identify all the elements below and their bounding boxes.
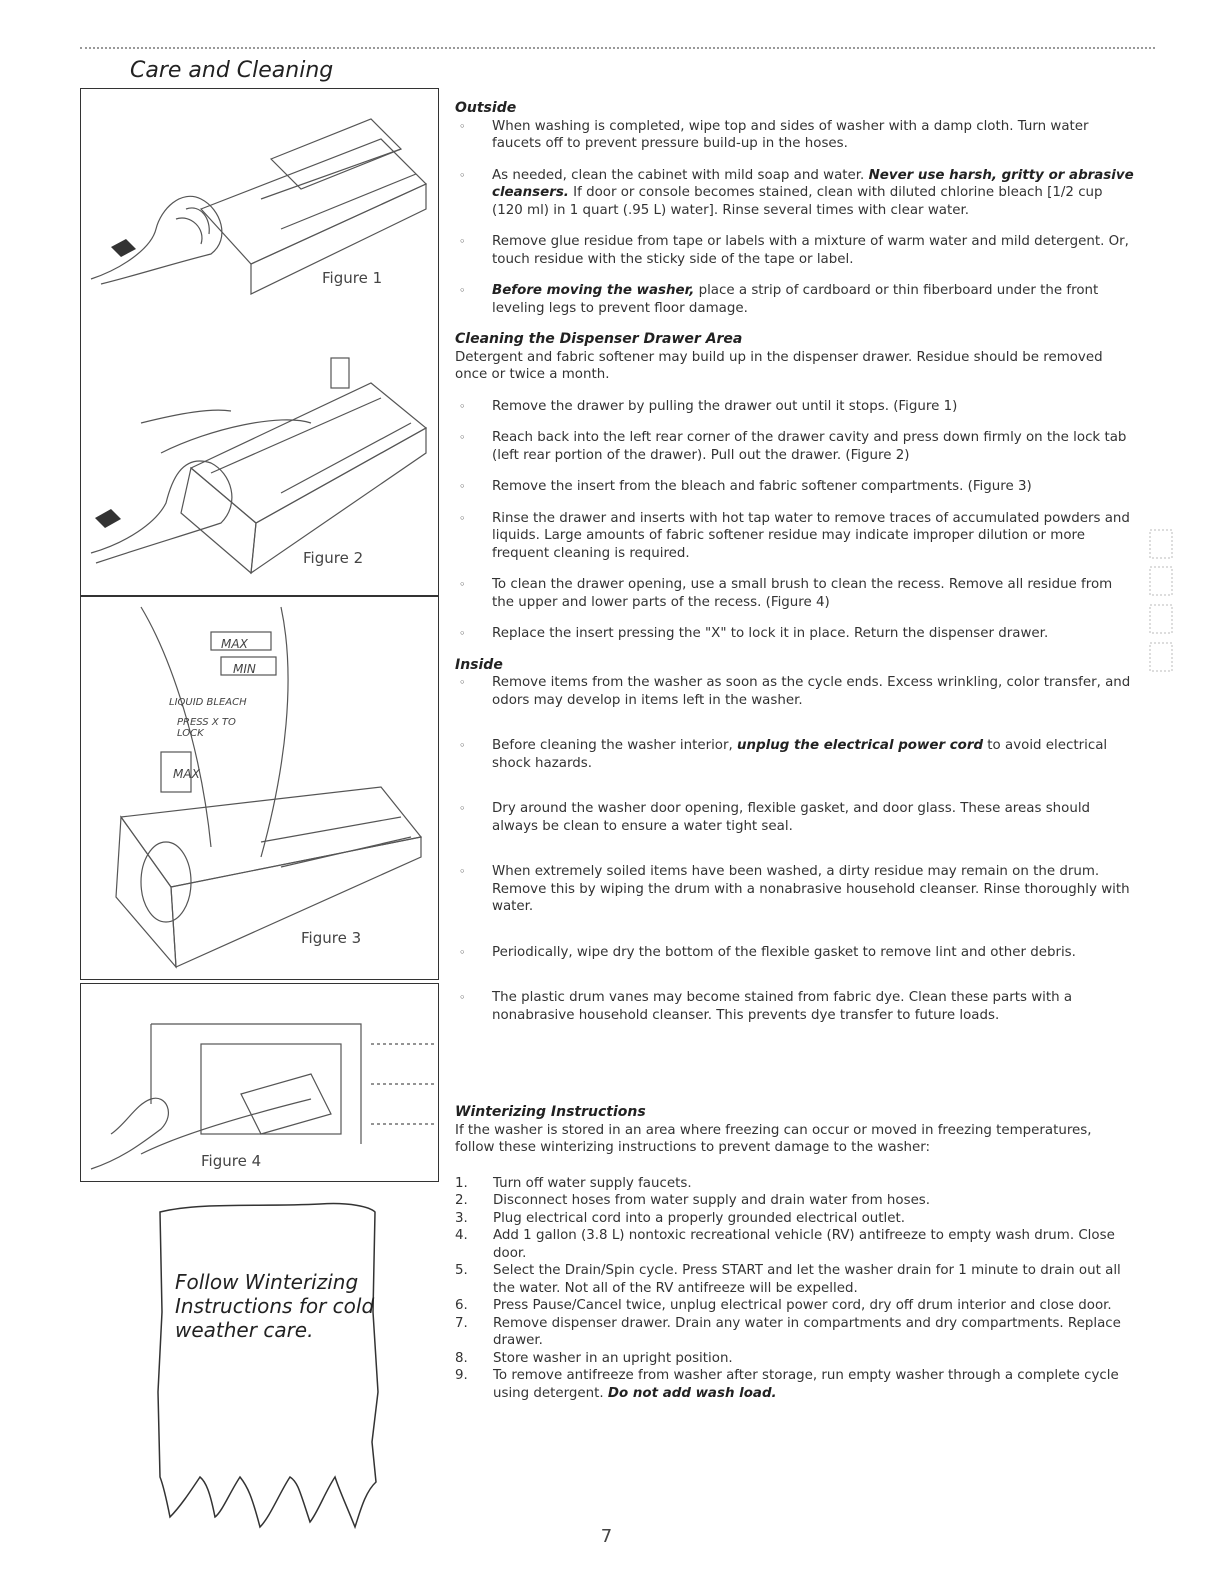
winterizing-callout [175,1270,374,1342]
page-number: 7 [600,1526,613,1547]
outside-bullet-4-text: place a strip of cardboard or thin fiberboard under the front leveling legs to prevent floor damage. [492,283,1099,316]
figure-3-label: Figure 3 [301,929,362,947]
drawer-removal-illustration [81,313,439,596]
step-text: Press Pause/Cancel twice, unplug electrical power cord, dry off drum interior and close door. [493,1298,1112,1313]
winterizing-intro: If the washer is stored in an area where freezing can occur or moved in freezing temperatures, follow these winterizing instructions to prevent damage to the washer: [455,1122,1092,1155]
dispenser-bullet-1 [455,398,1135,416]
inside-bullet-6-text: The plastic drum vanes may become stained from fabric dye. Clean these parts with a nonabrasive household cleanser. This prevents dye transfer to future loads. [492,990,1073,1023]
outside-bullet-2-text-a: As needed, clean the cabinet with mild soap and water. [492,167,869,183]
inside-bullet-5 [455,944,1135,962]
step-item [455,1175,1135,1193]
step-item [455,1210,1135,1228]
inside-bullet-2-text-b: to avoid electrical shock hazards. [492,738,1108,771]
inside-bullet-1-text: Remove items from the washer as soon as the cycle ends. Excess wrinkling, color transfer, and odors may develop in items left in the washer. [492,675,1131,708]
dispenser-bullet-2-text: Reach back into the left rear corner of the drawer cavity and press down firmly on the lock tab (left rear portion of the drawer). Pull out the drawer. (Figure 2) [492,430,1127,463]
page-title: Care and Cleaning [130,58,334,83]
step-number: 2. [455,1193,468,1208]
inside-bullet-6 [455,989,1135,1024]
figure-4-label: Figure 4 [201,1152,262,1170]
figure-2 [80,313,439,596]
figure-2-label: Figure 2 [303,549,364,567]
step-item [455,1227,1135,1262]
dispenser-bullet-4 [455,510,1135,563]
step-item [455,1350,1135,1368]
step-item [455,1367,1135,1402]
step-number: 9. [455,1368,468,1383]
outside-heading: Outside [455,100,517,116]
top-rule [80,47,1155,49]
dispenser-bullet-1-text: Remove the drawer by pulling the drawer out until it stops. (Figure 1) [492,398,958,414]
outside-bullet-1-text: When washing is completed, wipe top and sides of washer with a damp cloth. Turn water faucets off to prevent pressure build-up in the hoses. [492,118,1089,151]
outside-bullet-3 [455,233,1135,268]
inside-bullet-3-text: Dry around the washer door opening, flexible gasket, and door glass. These areas should always be clean to ensure a water tight seal. [492,801,1091,834]
max-label-bottom: MAX [173,767,200,781]
max-label-top: MAX [221,637,248,651]
callout-line-1: Follow Winterizing [175,1270,359,1294]
callout-line-2: Instructions for cold [175,1294,375,1318]
step-number: 1. [455,1175,468,1191]
step-item [455,1262,1135,1297]
inside-bullet-5-text: Periodically, wipe dry the bottom of the flexible gasket to remove lint and other debris. [492,944,1076,960]
step-9-warning: Do not add wash load. [607,1385,777,1401]
step-number: 7. [455,1315,468,1331]
step-number: 8. [455,1350,468,1366]
step-item [455,1297,1135,1315]
winterizing-steps [455,1175,1135,1403]
instructions-column [455,100,1135,1402]
step-text: Store washer in an upright position. [493,1350,733,1366]
step-number: 5. [455,1263,468,1278]
icicle-frame [140,1192,400,1532]
dispenser-bullet-6 [455,625,1135,643]
outside-bullet-1 [455,118,1135,153]
figure-1 [80,88,439,314]
outside-bullet-3-text: Remove glue residue from tape or labels with a mixture of warm water and mild detergent. Or, touch residue with the sticky side of the tape or label. [492,234,1129,267]
winterizing-heading: Winterizing Instructions [455,1104,646,1120]
step-item [455,1192,1135,1210]
dispenser-bullet-4-text: Rinse the drawer and inserts with hot tap water to remove traces of accumulated powders and liquids. Large amounts of fabric softener residue may indicate improper dilution or more frequent cleaning is required. [492,510,1130,561]
figure-3 [80,596,439,980]
outside-bullet-2-warning: Never use harsh, gritty or abrasive cleansers. [492,167,1134,200]
inside-bullet-2-text-a: Before cleaning the washer interior, [492,738,737,753]
dispenser-intro: Detergent and fabric softener may build up in the dispenser drawer. Residue should be removed once or twice a month. [455,349,1103,382]
dispenser-heading: Cleaning the Dispenser Drawer Area [455,331,743,347]
callout-line-3: weather care. [175,1318,314,1342]
step-text: Plug electrical cord into a properly grounded electrical outlet. [493,1210,905,1226]
press-to-lock-label: PRESS X TO LOCK [177,717,236,739]
inside-bullet-3 [455,800,1135,835]
inside-bullet-1 [455,674,1135,709]
liquid-bleach-label: LIQUID BLEACH [169,697,247,708]
step-number: 3. [455,1210,468,1226]
dispenser-bullet-3 [455,478,1135,496]
dispenser-bullet-3-text: Remove the insert from the bleach and fabric softener compartments. (Figure 3) [492,479,1032,494]
dispenser-bullet-5-text: To clean the drawer opening, use a small brush to clean the recess. Remove all residue from the upper and lower parts of the recess. (Figure 4) [492,577,1113,610]
outside-bullet-2 [455,167,1135,220]
step-text: Disconnect hoses from water supply and drain water from hoses. [493,1193,931,1208]
inside-bullet-2-warning: unplug the electrical power cord [737,738,984,753]
inside-bullet-4 [455,863,1135,916]
dispenser-bullet-2 [455,429,1135,464]
outside-bullet-2-text-b: If door or console becomes stained, clean with diluted chlorine bleach [1/2 cup (120 ml) in 1 quart (.95 L) water]. Rinse several times with clear water. [492,185,1103,218]
step-text: Add 1 gallon (3.8 L) nontoxic recreational vehicle (RV) antifreeze to empty wash drum. Close door. [493,1228,1115,1261]
inside-bullet-4-text: When extremely soiled items have been washed, a dirty residue may remain on the drum. Remove this by wiping the drum with a nonabrasive household cleanser. Rinse thoroughly with water. [492,864,1130,914]
margin-mark [1142,525,1182,680]
dispenser-bullet-5 [455,576,1135,611]
inside-bullet-2 [455,737,1135,772]
dispenser-bullet-6-text: Replace the insert pressing the "X" to lock it in place. Return the dispenser drawer. [492,626,1049,641]
step-number: 6. [455,1298,468,1313]
step-number: 4. [455,1228,468,1243]
figure-4 [80,983,439,1182]
step-text: Select the Drain/Spin cycle. Press START and let the washer drain for 1 minute to drain out all the water. Not all of the RV antifreeze will be expelled. [493,1263,1121,1296]
outside-bullet-4-warning: Before moving the washer, [492,283,695,298]
drawer-illustration [81,89,439,314]
step-text: Remove dispenser drawer. Drain any water in compartments and dry compartments. Replace drawer. [493,1315,1121,1348]
step-text: To remove antifreeze from washer after storage, run empty washer through a complete cycle using detergent. [493,1368,1119,1401]
figure-1-label: Figure 1 [322,269,383,287]
insert-illustration [81,597,439,980]
outside-bullet-4 [455,282,1135,317]
step-item [455,1315,1135,1350]
step-text: Turn off water supply faucets. [493,1175,692,1191]
inside-heading: Inside [455,656,503,673]
min-label: MIN [233,662,256,676]
